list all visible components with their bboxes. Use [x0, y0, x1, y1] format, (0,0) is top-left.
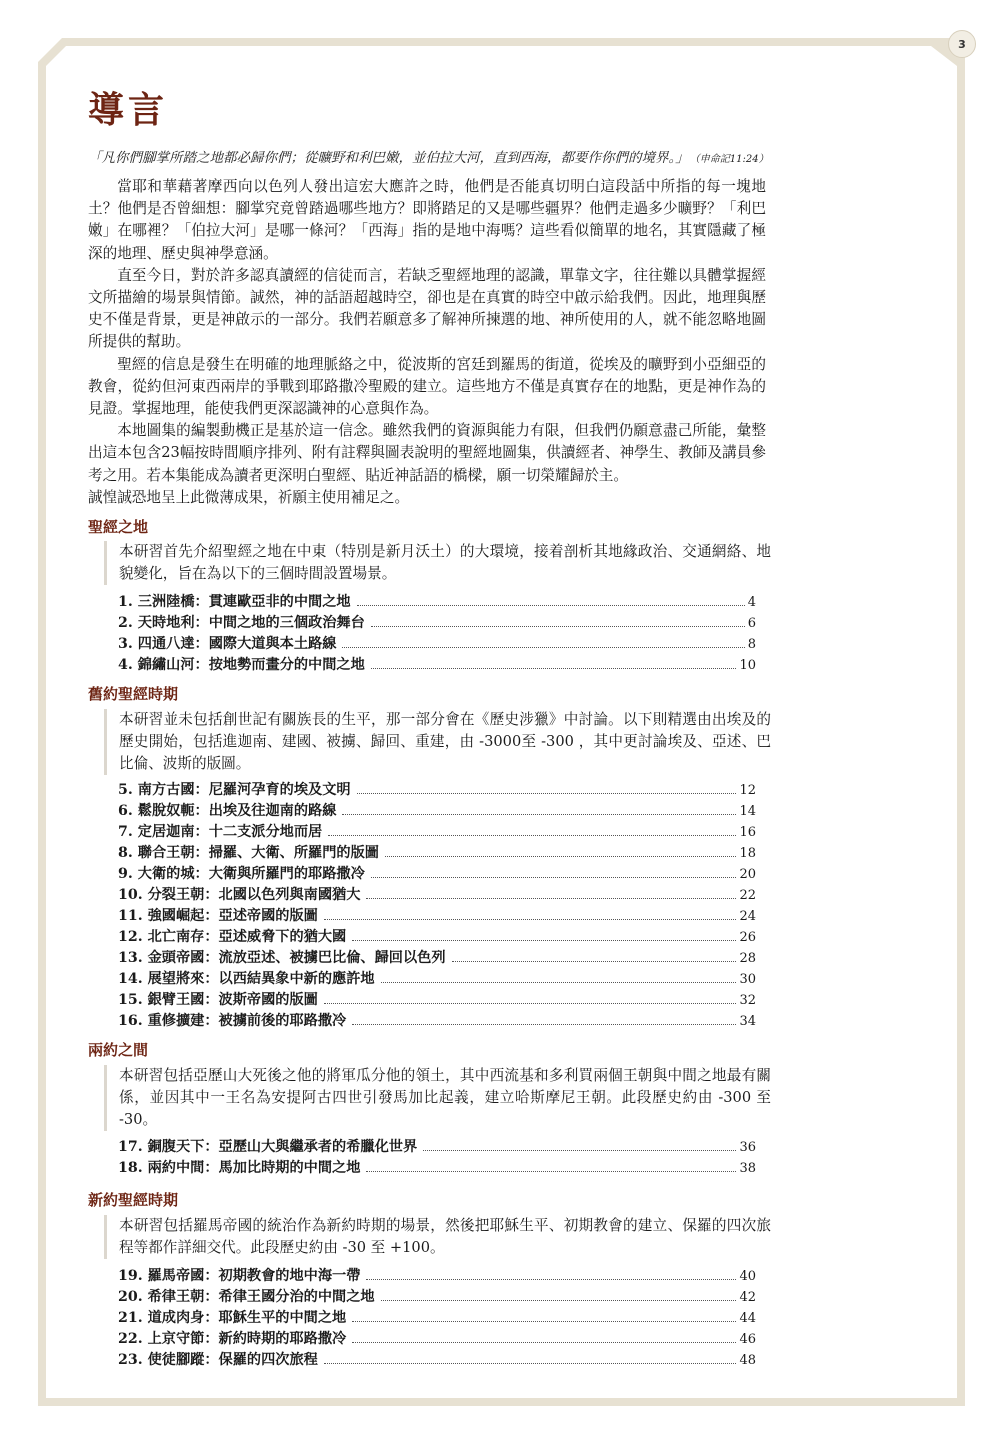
toc-item[interactable]: 11. 強國崛起：亞述帝國的版圖 24: [118, 908, 756, 924]
toc-list: [118, 591, 756, 675]
epigraph: [88, 146, 788, 166]
toc-item[interactable]: 10. 分裂王朝：北國以色列與南國猶大 22: [118, 887, 756, 903]
toc-item[interactable]: 15. 銀臂王國：波斯帝國的版圖 32: [118, 992, 756, 1008]
toc-item[interactable]: 18. 兩約中間：馬加比時期的中間之地 38: [118, 1160, 756, 1176]
toc-item[interactable]: 17. 銅腹天下：亞歷山大與繼承者的希臘化世界 36: [118, 1139, 756, 1155]
toc-item[interactable]: 8. 聯合王朝：掃羅、大衛、所羅門的版圖 18: [118, 845, 756, 861]
toc-item[interactable]: 7. 定居迦南：十二支派分地而居 16: [118, 824, 756, 840]
toc-item[interactable]: 4. 錦繡山河：按地勢而畫分的中間之地 10: [118, 657, 756, 673]
intro-paragraph: 當耶和華藉著摩西向以色列人發出這宏大應許之時，他們是否能真切明白這段話中所指的每一塊地土？他們是否曾細想：腳掌究竟曾踏過哪些地方？即將踏足的又是哪些疆界？他們走過多少曠野？「利巴嫩」在哪裡？「伯拉大河」是哪一條河？「西海」指的是地中海嗎？這些看似簡單的地名，其實隱藏了極深的地理、歷史與神學意涵。: [88, 178, 766, 262]
toc-item[interactable]: 20. 希律王朝：希律王國分治的中間之地 42: [118, 1289, 756, 1305]
introduction: [88, 176, 766, 509]
toc-item[interactable]: 22. 上京守節：新約時期的耶路撒冷 46: [118, 1331, 756, 1347]
section-title-new-testament: 新約聖經時期: [88, 1191, 179, 1209]
toc-item[interactable]: 3. 四通八達：國際大道與本土路線 8: [118, 636, 756, 652]
section-description: 本研習並未包括創世記有關族長的生平，那一部分會在《歷史涉獵》中討論。以下則精選由出埃及的歷史開始，包括進迦南、建國、被擄、歸回、重建，由 -3000至 -300 ，其中更討論埃及、亞述、巴比倫、波斯的版圖。: [104, 709, 771, 775]
toc-list: [118, 1136, 756, 1178]
toc-item[interactable]: 2. 天時地利：中間之地的三個政治舞台 6: [118, 615, 756, 631]
toc-item[interactable]: 21. 道成肉身：耶穌生平的中間之地 44: [118, 1310, 756, 1326]
section-title-old-testament: 舊約聖經時期: [88, 685, 179, 703]
toc-item[interactable]: 1. 三洲陸橋：貫連歐亞非的中間之地 4: [118, 594, 756, 610]
toc-list: [118, 1265, 756, 1370]
intro-closing: 誠惶誠恐地呈上此微薄成果，祈願主使用補足之。: [88, 488, 410, 506]
section-description: 本研習包括亞歷山大死後之他的將軍瓜分他的領土，其中西流基和多利買兩個王朝與中間之地最有關係，並因其中一王名為安提阿古四世引發馬加比起義，建立哈斯摩尼王朝。此段歷史約由 -300 至 -30。: [104, 1065, 771, 1131]
epigraph-reference: （申命記11:24）: [694, 154, 769, 165]
page-number: 3: [948, 30, 976, 58]
toc-item[interactable]: 6. 鬆脫奴軛：出埃及往迦南的路線 14: [118, 803, 756, 819]
section-description: 本研習包括羅馬帝國的統治作為新約時期的場景，然後把耶穌生平、初期教會的建立、保羅的四次旅程等都作詳細交代。此段歷史約由 -30 至 +100。: [104, 1215, 771, 1259]
toc-item[interactable]: 12. 北亡南存：亞述威脅下的猶大國 26: [118, 929, 756, 945]
intro-paragraph: 本地圖集的編製動機正是基於這一信念。雖然我們的資源與能力有限，但我們仍願意盡己所能，彙整出這本包含23幅按時間順序排列、附有註釋與圖表說明的聖經地圖集，供讀經者、神學生、教師及講員參考之用。若本集能成為讀者更深明白聖經、貼近神話語的橋樑，願一切榮耀歸於主。: [88, 422, 766, 484]
section-title-intertestamental: 兩約之間: [88, 1041, 149, 1059]
page-title: 導言: [88, 90, 169, 131]
toc-item[interactable]: 9. 大衛的城：大衛與所羅門的耶路撒冷 20: [118, 866, 756, 882]
toc-item[interactable]: 23. 使徒腳蹤：保羅的四次旅程 48: [118, 1352, 756, 1368]
intro-paragraph: 聖經的信息是發生在明確的地理脈絡之中，從波斯的宮廷到羅馬的街道，從埃及的曠野到小亞細亞的教會，從約但河東西兩岸的爭戰到耶路撒冷聖殿的建立。這些地方不僅是真實存在的地點，更是神作為的見證。掌握地理，能使我們更深認識神的心意與作為。: [88, 355, 766, 418]
toc-item[interactable]: 16. 重修擴建：被擄前後的耶路撒冷 34: [118, 1013, 756, 1029]
intro-paragraph: 直至今日，對於許多認真讀經的信徒而言，若缺乏聖經地理的認識，單靠文字，往往難以具體掌握經文所描繪的場景與情節。誠然，神的話語超越時空，卻也是在真實的時空中啟示給我們。因此，地理與歷史不僅是背景，更是神啟示的一部分。我們若願意多了解神所揀選的地、神所使用的人，就不能忽略地圖所提供的幫助。: [88, 266, 766, 351]
epigraph-text: 「凡你們腳掌所踏之地都必歸你們；從曠野和利巴嫩，並伯拉大河，直到西海，都要作你們的境界。」: [88, 150, 689, 166]
toc-item[interactable]: 14. 展望將來：以西結異象中新的應許地 30: [118, 971, 756, 987]
section-title-land: 聖經之地: [88, 518, 149, 536]
section-description: 本研習首先介紹聖經之地在中東（特別是新月沃土）的大環境，接着剖析其地緣政治、交通網絡、地貌變化，旨在為以下的三個時間設置場景。: [104, 541, 771, 585]
toc-list: [118, 779, 756, 1031]
toc-item[interactable]: 19. 羅馬帝國：初期教會的地中海一帶 40: [118, 1268, 756, 1284]
toc-item[interactable]: 13. 金頭帝國：流放亞述、被擄巴比倫、歸回以色列 28: [118, 950, 756, 966]
toc-item[interactable]: 5. 南方古國：尼羅河孕育的埃及文明 12: [118, 782, 756, 798]
